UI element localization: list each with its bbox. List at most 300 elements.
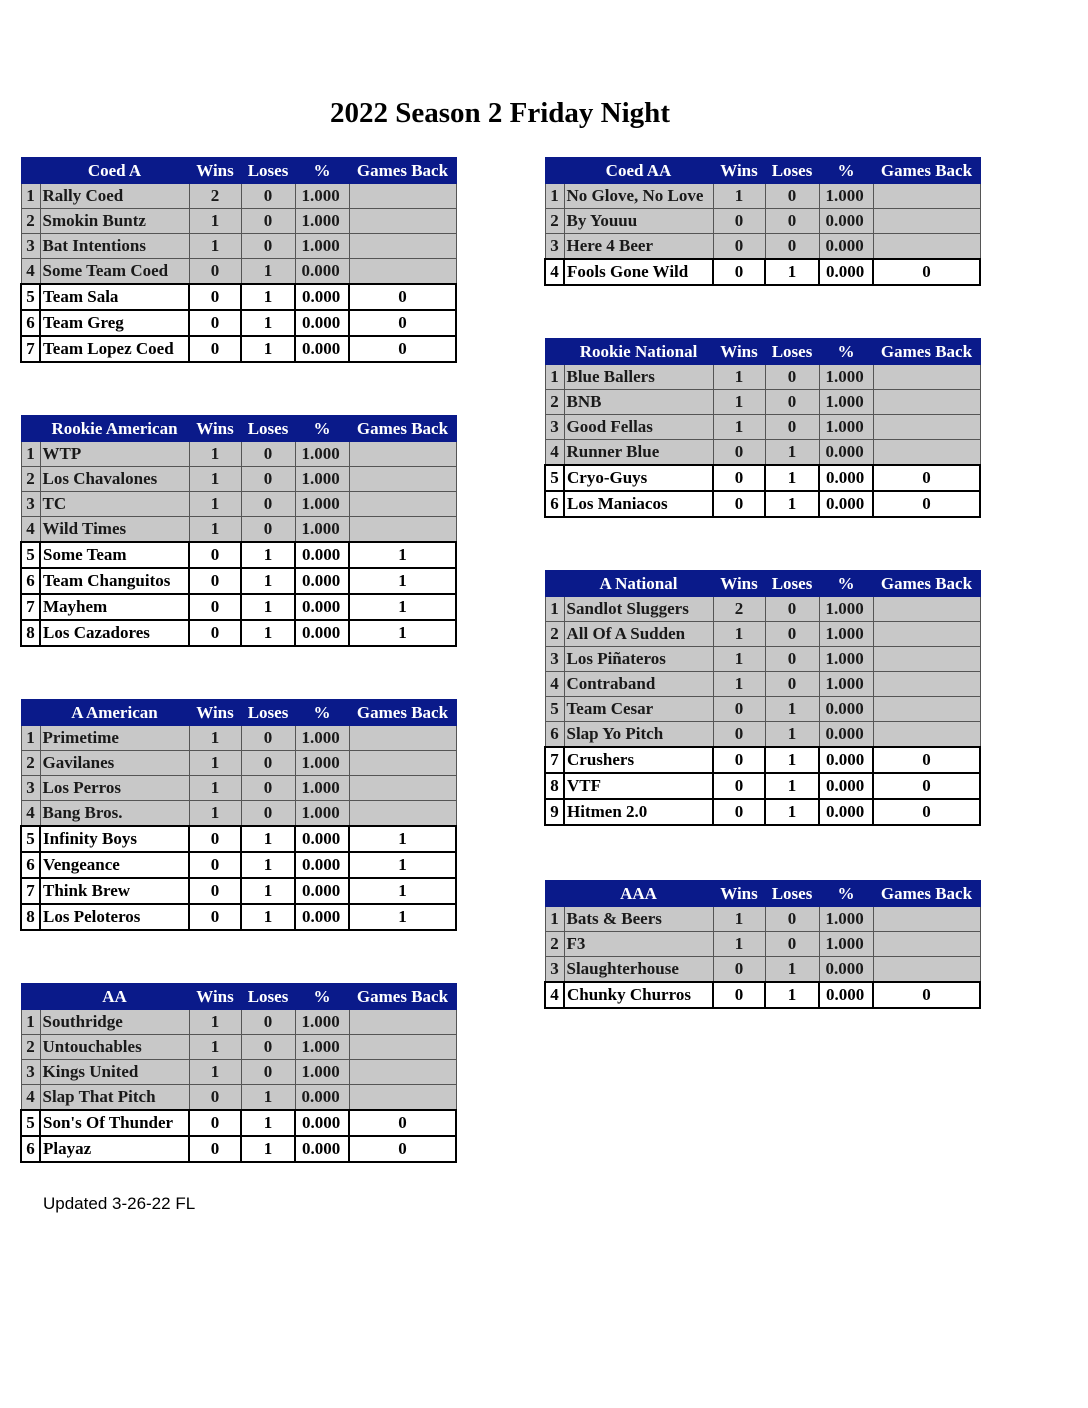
games-back-cell	[873, 622, 980, 647]
loses-cell: 1	[241, 336, 295, 362]
games-back-cell: 0	[873, 259, 980, 285]
rank-cell: 6	[21, 852, 40, 878]
team-name-cell: Los Chavalones	[40, 467, 189, 492]
wins-cell: 0	[189, 1136, 241, 1162]
pct-header: %	[295, 158, 349, 184]
rank-cell: 2	[21, 467, 40, 492]
loses-cell: 1	[241, 1110, 295, 1136]
loses-cell: 0	[241, 801, 295, 827]
loses-cell: 1	[241, 310, 295, 336]
pct-cell: 0.000	[295, 568, 349, 594]
pct-cell: 0.000	[819, 234, 873, 260]
team-name-cell: Slap Yo Pitch	[564, 722, 713, 748]
games-back-cell	[349, 234, 456, 259]
games-back-cell: 0	[873, 491, 980, 517]
loses-cell: 1	[241, 259, 295, 285]
table-row	[21, 1035, 456, 1060]
rank-cell: 6	[21, 568, 40, 594]
wins-cell: 1	[713, 365, 765, 390]
wins-cell: 0	[713, 440, 765, 466]
header-row	[545, 158, 980, 184]
games-back-cell	[349, 1060, 456, 1085]
table-row	[545, 415, 980, 440]
division-name: A American	[40, 700, 189, 726]
rank-cell: 4	[21, 801, 40, 827]
team-name-cell: Team Changuitos	[40, 568, 189, 594]
rank-header	[21, 700, 40, 726]
team-name-cell: Hitmen 2.0	[564, 799, 713, 825]
team-name-cell: Sandlot Sluggers	[564, 597, 713, 622]
pct-cell: 0.000	[295, 284, 349, 310]
division-name: Coed A	[40, 158, 189, 184]
loses-cell: 1	[241, 878, 295, 904]
games-back-cell: 1	[349, 620, 456, 646]
loses-cell: 1	[241, 542, 295, 568]
wins-cell: 0	[189, 542, 241, 568]
rank-cell: 4	[21, 259, 40, 285]
team-name-cell: Mayhem	[40, 594, 189, 620]
wins-cell: 1	[713, 622, 765, 647]
team-name-cell: Blue Ballers	[564, 365, 713, 390]
loses-cell: 0	[765, 622, 819, 647]
table-row	[545, 957, 980, 983]
pct-cell: 0.000	[819, 982, 873, 1008]
wins-cell: 1	[189, 467, 241, 492]
games-back-cell: 0	[349, 284, 456, 310]
games-back-cell	[349, 209, 456, 234]
loses-cell: 1	[241, 594, 295, 620]
standings-table-aa	[20, 983, 457, 1163]
table-row	[21, 542, 456, 568]
wins-cell: 0	[713, 491, 765, 517]
wins-cell: 1	[713, 415, 765, 440]
team-name-cell: Good Fellas	[564, 415, 713, 440]
wins-header: Wins	[189, 984, 241, 1010]
rank-cell: 3	[21, 234, 40, 259]
loses-cell: 1	[765, 747, 819, 773]
team-name-cell: Cryo-Guys	[564, 465, 713, 491]
games-back-cell	[873, 907, 980, 932]
rank-cell: 3	[21, 1060, 40, 1085]
table-row	[545, 184, 980, 209]
loses-cell: 0	[765, 907, 819, 932]
loses-header: Loses	[765, 571, 819, 597]
games-back-cell: 1	[349, 904, 456, 930]
loses-cell: 1	[765, 259, 819, 285]
pct-header: %	[819, 881, 873, 907]
loses-cell: 1	[241, 568, 295, 594]
wins-cell: 0	[189, 259, 241, 285]
table-row	[545, 647, 980, 672]
wins-cell: 1	[189, 751, 241, 776]
wins-cell: 1	[189, 442, 241, 467]
team-name-cell: Los Peloteros	[40, 904, 189, 930]
games-back-cell: 0	[349, 310, 456, 336]
team-name-cell: Bang Bros.	[40, 801, 189, 827]
pct-cell: 1.000	[295, 726, 349, 751]
team-name-cell: Los Perros	[40, 776, 189, 801]
rank-cell: 6	[545, 491, 564, 517]
team-name-cell: Southridge	[40, 1010, 189, 1035]
wins-cell: 1	[189, 726, 241, 751]
team-name-cell: Smokin Buntz	[40, 209, 189, 234]
pct-cell: 1.000	[295, 467, 349, 492]
pct-cell: 1.000	[295, 209, 349, 234]
rank-cell: 5	[21, 1110, 40, 1136]
division-name: Coed AA	[564, 158, 713, 184]
table-row	[21, 620, 456, 646]
table-row	[545, 209, 980, 234]
games-back-cell: 1	[349, 878, 456, 904]
games-back-cell	[349, 751, 456, 776]
wins-cell: 1	[189, 209, 241, 234]
games-back-cell	[349, 259, 456, 285]
team-name-cell: Los Maniacos	[564, 491, 713, 517]
loses-cell: 0	[765, 672, 819, 697]
wins-cell: 0	[189, 852, 241, 878]
rank-cell: 5	[545, 465, 564, 491]
pct-header: %	[295, 416, 349, 442]
games-back-header: Games Back	[349, 416, 456, 442]
table-row	[21, 310, 456, 336]
rank-cell: 3	[545, 415, 564, 440]
rank-cell: 3	[21, 776, 40, 801]
games-back-cell: 0	[349, 336, 456, 362]
loses-header: Loses	[241, 984, 295, 1010]
wins-cell: 0	[713, 209, 765, 234]
pct-cell: 0.000	[819, 491, 873, 517]
table-row	[21, 442, 456, 467]
pct-cell: 0.000	[819, 799, 873, 825]
rank-cell: 4	[545, 982, 564, 1008]
pct-cell: 0.000	[819, 957, 873, 983]
rank-cell: 6	[545, 722, 564, 748]
games-back-cell	[349, 776, 456, 801]
loses-header: Loses	[765, 158, 819, 184]
loses-cell: 1	[765, 773, 819, 799]
table-row	[545, 365, 980, 390]
wins-cell: 0	[189, 310, 241, 336]
rank-cell: 4	[21, 1085, 40, 1111]
loses-cell: 0	[765, 647, 819, 672]
team-name-cell: Gavilanes	[40, 751, 189, 776]
games-back-cell	[873, 932, 980, 957]
pct-cell: 0.000	[295, 1136, 349, 1162]
wins-cell: 0	[189, 1085, 241, 1111]
wins-cell: 0	[189, 284, 241, 310]
rank-cell: 9	[545, 799, 564, 825]
games-back-cell	[349, 801, 456, 827]
wins-cell: 1	[189, 1010, 241, 1035]
wins-cell: 1	[189, 234, 241, 259]
table-row	[21, 904, 456, 930]
team-name-cell: Slap That Pitch	[40, 1085, 189, 1111]
table-row	[21, 284, 456, 310]
wins-cell: 1	[713, 672, 765, 697]
loses-cell: 1	[765, 465, 819, 491]
rank-cell: 8	[21, 620, 40, 646]
rank-cell: 6	[21, 1136, 40, 1162]
games-back-cell: 1	[349, 594, 456, 620]
standings-table-coed-a	[20, 157, 457, 363]
games-back-cell	[873, 365, 980, 390]
table-row	[21, 209, 456, 234]
loses-cell: 0	[241, 751, 295, 776]
wins-cell: 0	[189, 336, 241, 362]
team-name-cell: Team Lopez Coed	[40, 336, 189, 362]
rank-cell: 1	[545, 184, 564, 209]
pct-header: %	[295, 700, 349, 726]
table-row	[21, 517, 456, 543]
pct-cell: 1.000	[295, 492, 349, 517]
games-back-cell	[873, 184, 980, 209]
loses-cell: 1	[765, 982, 819, 1008]
wins-header: Wins	[713, 339, 765, 365]
rank-cell: 1	[21, 442, 40, 467]
loses-cell: 0	[765, 932, 819, 957]
table-row	[545, 982, 980, 1008]
rank-cell: 5	[21, 826, 40, 852]
team-name-cell: Fools Gone Wild	[564, 259, 713, 285]
team-name-cell: Runner Blue	[564, 440, 713, 466]
standings-table-a-american	[20, 699, 457, 931]
loses-cell: 1	[241, 1085, 295, 1111]
table-row	[21, 1110, 456, 1136]
loses-cell: 0	[765, 365, 819, 390]
standings-table-coed-aa	[544, 157, 981, 286]
rank-cell: 2	[21, 209, 40, 234]
pct-cell: 0.000	[819, 747, 873, 773]
team-name-cell: Team Greg	[40, 310, 189, 336]
rank-cell: 2	[545, 390, 564, 415]
rank-header	[21, 416, 40, 442]
pct-cell: 1.000	[295, 801, 349, 827]
rank-cell: 4	[545, 259, 564, 285]
games-back-header: Games Back	[873, 881, 980, 907]
wins-cell: 1	[189, 801, 241, 827]
rank-header	[545, 571, 564, 597]
table-row	[21, 234, 456, 259]
team-name-cell: Team Sala	[40, 284, 189, 310]
loses-header: Loses	[765, 881, 819, 907]
team-name-cell: All Of A Sudden	[564, 622, 713, 647]
table-row	[21, 751, 456, 776]
games-back-cell	[873, 647, 980, 672]
rank-cell: 3	[21, 492, 40, 517]
pct-cell: 0.000	[295, 336, 349, 362]
table-row	[21, 184, 456, 209]
standings-table-aaa	[544, 880, 981, 1009]
games-back-header: Games Back	[873, 339, 980, 365]
table-row	[545, 722, 980, 748]
wins-cell: 0	[189, 1110, 241, 1136]
wins-cell: 0	[713, 465, 765, 491]
rank-cell: 1	[21, 726, 40, 751]
wins-cell: 2	[713, 597, 765, 622]
loses-cell: 0	[241, 442, 295, 467]
wins-cell: 0	[713, 957, 765, 983]
table-row	[21, 467, 456, 492]
pct-cell: 0.000	[819, 440, 873, 466]
pct-cell: 0.000	[295, 852, 349, 878]
pct-cell: 0.000	[819, 259, 873, 285]
loses-cell: 0	[241, 1035, 295, 1060]
pct-cell: 0.000	[819, 697, 873, 722]
rank-cell: 7	[21, 878, 40, 904]
team-name-cell: WTP	[40, 442, 189, 467]
games-back-cell	[873, 234, 980, 260]
pct-cell: 1.000	[819, 622, 873, 647]
table-row	[545, 932, 980, 957]
wins-cell: 0	[713, 799, 765, 825]
loses-header: Loses	[241, 158, 295, 184]
table-row	[545, 465, 980, 491]
loses-cell: 1	[765, 799, 819, 825]
rank-cell: 1	[545, 907, 564, 932]
team-name-cell: Rally Coed	[40, 184, 189, 209]
header-row	[545, 339, 980, 365]
rank-cell: 1	[21, 1010, 40, 1035]
table-row	[21, 1010, 456, 1035]
loses-header: Loses	[241, 416, 295, 442]
pct-cell: 0.000	[819, 773, 873, 799]
table-row	[545, 747, 980, 773]
loses-cell: 0	[241, 517, 295, 543]
table-row	[545, 491, 980, 517]
rank-cell: 4	[21, 517, 40, 543]
loses-cell: 0	[765, 234, 819, 260]
wins-cell: 1	[189, 517, 241, 543]
loses-cell: 0	[241, 492, 295, 517]
loses-cell: 1	[765, 491, 819, 517]
games-back-cell	[349, 1035, 456, 1060]
games-back-cell	[873, 415, 980, 440]
wins-cell: 0	[713, 234, 765, 260]
loses-cell: 1	[765, 697, 819, 722]
team-name-cell: Bat Intentions	[40, 234, 189, 259]
standings-table-a-national	[544, 570, 981, 826]
team-name-cell: Los Piñateros	[564, 647, 713, 672]
wins-cell: 1	[189, 492, 241, 517]
updated-note: Updated 3-26-22 FL	[43, 1194, 196, 1213]
games-back-cell	[349, 1085, 456, 1111]
table-row	[545, 259, 980, 285]
wins-cell: 1	[713, 647, 765, 672]
games-back-cell	[873, 672, 980, 697]
rank-cell: 2	[545, 622, 564, 647]
loses-cell: 0	[241, 234, 295, 259]
pct-cell: 1.000	[819, 415, 873, 440]
table-row	[21, 878, 456, 904]
loses-cell: 1	[765, 957, 819, 983]
table-row	[21, 726, 456, 751]
loses-cell: 1	[241, 904, 295, 930]
pct-cell: 0.000	[295, 259, 349, 285]
rank-cell: 7	[545, 747, 564, 773]
header-row	[21, 984, 456, 1010]
table-row	[21, 492, 456, 517]
rank-cell: 7	[21, 336, 40, 362]
team-name-cell: BNB	[564, 390, 713, 415]
rank-cell: 5	[21, 284, 40, 310]
games-back-cell: 0	[873, 773, 980, 799]
games-back-cell	[873, 722, 980, 748]
loses-cell: 0	[241, 209, 295, 234]
table-row	[545, 597, 980, 622]
division-name: AAA	[564, 881, 713, 907]
wins-cell: 1	[713, 907, 765, 932]
loses-cell: 0	[241, 776, 295, 801]
pct-cell: 1.000	[819, 597, 873, 622]
team-name-cell: Playaz	[40, 1136, 189, 1162]
table-row	[21, 1060, 456, 1085]
games-back-cell	[349, 726, 456, 751]
rank-cell: 1	[545, 365, 564, 390]
team-name-cell: Los Cazadores	[40, 620, 189, 646]
wins-header: Wins	[189, 700, 241, 726]
wins-header: Wins	[713, 571, 765, 597]
games-back-cell	[349, 492, 456, 517]
table-row	[21, 568, 456, 594]
rank-cell: 2	[21, 1035, 40, 1060]
games-back-cell	[349, 184, 456, 209]
rank-cell: 2	[21, 751, 40, 776]
games-back-cell	[349, 1010, 456, 1035]
wins-cell: 0	[713, 747, 765, 773]
rank-cell: 5	[545, 697, 564, 722]
table-row	[545, 390, 980, 415]
table-row	[545, 234, 980, 260]
loses-cell: 1	[241, 620, 295, 646]
loses-cell: 1	[241, 284, 295, 310]
team-name-cell: Primetime	[40, 726, 189, 751]
games-back-cell: 1	[349, 542, 456, 568]
rank-cell: 7	[21, 594, 40, 620]
rank-cell: 4	[545, 440, 564, 466]
games-back-cell: 0	[873, 465, 980, 491]
wins-cell: 0	[189, 568, 241, 594]
pct-header: %	[819, 571, 873, 597]
games-back-cell: 1	[349, 568, 456, 594]
pct-cell: 0.000	[295, 542, 349, 568]
wins-cell: 0	[713, 259, 765, 285]
pct-cell: 0.000	[295, 878, 349, 904]
pct-cell: 1.000	[819, 672, 873, 697]
rank-cell: 5	[21, 542, 40, 568]
wins-cell: 0	[713, 773, 765, 799]
games-back-cell	[873, 209, 980, 234]
team-name-cell: Here 4 Beer	[564, 234, 713, 260]
team-name-cell: Infinity Boys	[40, 826, 189, 852]
games-back-header: Games Back	[349, 700, 456, 726]
team-name-cell: Some Team	[40, 542, 189, 568]
team-name-cell: Bats & Beers	[564, 907, 713, 932]
wins-cell: 1	[713, 390, 765, 415]
wins-cell: 0	[713, 697, 765, 722]
team-name-cell: Some Team Coed	[40, 259, 189, 285]
rank-cell: 3	[545, 957, 564, 983]
pct-cell: 1.000	[295, 517, 349, 543]
wins-cell: 0	[713, 982, 765, 1008]
pct-cell: 0.000	[295, 1085, 349, 1111]
table-row	[545, 440, 980, 466]
loses-cell: 1	[241, 852, 295, 878]
games-back-cell: 0	[873, 982, 980, 1008]
pct-cell: 0.000	[295, 310, 349, 336]
rank-header	[21, 984, 40, 1010]
rank-cell: 8	[545, 773, 564, 799]
pct-cell: 1.000	[819, 647, 873, 672]
